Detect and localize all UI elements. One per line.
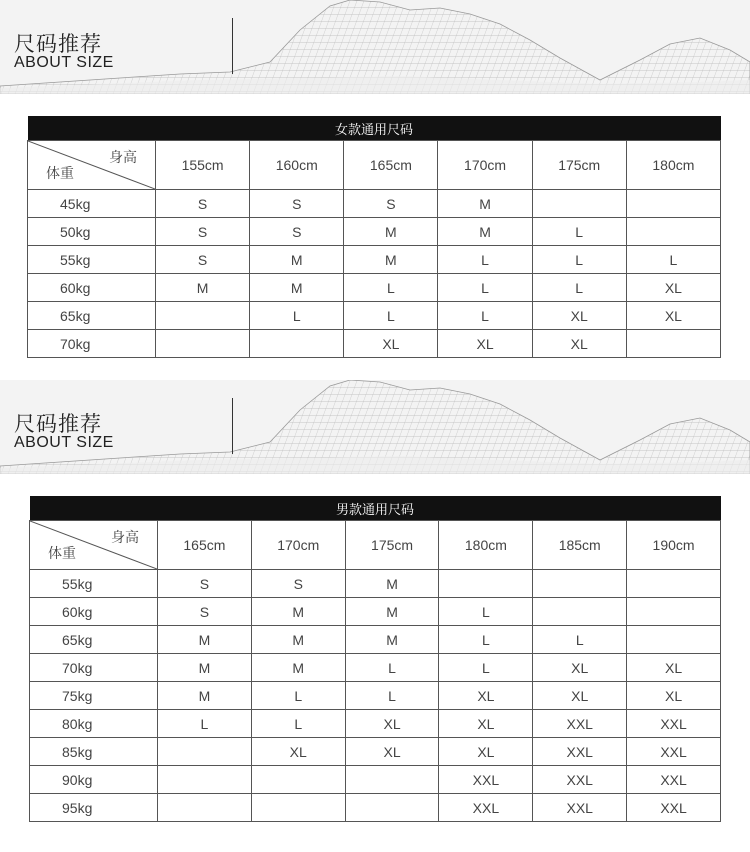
weight-cell: 90kg [30, 766, 158, 794]
size-cell: L [344, 274, 438, 302]
size-cell: XXL [533, 766, 627, 794]
size-cell: L [345, 682, 439, 710]
size-cell: M [250, 274, 344, 302]
size-cell: M [156, 274, 250, 302]
weight-cell: 65kg [30, 626, 158, 654]
height-header: 155cm [156, 141, 250, 190]
size-cell: L [439, 626, 533, 654]
size-cell: XL [439, 710, 533, 738]
table-row [30, 654, 721, 682]
size-cell: XL [345, 710, 439, 738]
table-row [28, 190, 721, 218]
women-size-table [27, 116, 721, 358]
size-cell [251, 794, 345, 822]
table-row [30, 710, 721, 738]
size-cell: XXL [533, 738, 627, 766]
height-header: 165cm [344, 141, 438, 190]
size-cell: M [251, 626, 345, 654]
table-row [30, 794, 721, 822]
weight-cell: 70kg [30, 654, 158, 682]
size-cell: S [158, 570, 252, 598]
size-cell [627, 626, 721, 654]
size-cell: M [251, 654, 345, 682]
size-cell [251, 766, 345, 794]
size-cell: L [532, 218, 626, 246]
table-row [28, 246, 721, 274]
table-corner-cell [30, 521, 158, 570]
size-cell: XL [344, 330, 438, 358]
weight-cell: 65kg [28, 302, 156, 330]
size-cell: L [345, 654, 439, 682]
size-cell: XL [626, 274, 720, 302]
size-cell: XL [533, 654, 627, 682]
size-cell: S [251, 570, 345, 598]
size-banner-women [0, 0, 750, 94]
mountain-wireframe-graphic [0, 0, 750, 94]
size-cell: M [158, 682, 252, 710]
size-cell: L [158, 710, 252, 738]
weight-cell: 70kg [28, 330, 156, 358]
weight-cell: 55kg [28, 246, 156, 274]
size-cell: XXL [627, 794, 721, 822]
size-cell [158, 794, 252, 822]
size-cell: L [626, 246, 720, 274]
size-cell [156, 302, 250, 330]
size-cell: L [532, 274, 626, 302]
men-table-caption: 男款通用尺码 [30, 496, 721, 521]
table-row [30, 626, 721, 654]
size-cell: XXL [439, 766, 533, 794]
size-banner-men [0, 380, 750, 474]
size-cell [250, 330, 344, 358]
men-header-row [30, 521, 721, 570]
table-row [30, 738, 721, 766]
size-cell: L [532, 246, 626, 274]
height-header: 160cm [250, 141, 344, 190]
size-cell: M [438, 218, 532, 246]
banner-title-en: ABOUT SIZE [14, 434, 114, 451]
table-row [28, 274, 721, 302]
size-cell: L [344, 302, 438, 330]
table-row [30, 766, 721, 794]
banner-title-cn: 尺码推荐 [14, 412, 102, 436]
height-header: 165cm [158, 521, 252, 570]
men-size-table [29, 496, 721, 822]
size-cell: XXL [533, 794, 627, 822]
weight-cell: 50kg [28, 218, 156, 246]
size-cell [533, 598, 627, 626]
size-cell [626, 330, 720, 358]
weight-cell: 55kg [30, 570, 158, 598]
size-cell [626, 190, 720, 218]
corner-height-label: 身高 [109, 150, 137, 166]
size-cell: S [344, 190, 438, 218]
height-header: 190cm [627, 521, 721, 570]
size-cell [627, 598, 721, 626]
size-cell: M [344, 218, 438, 246]
weight-cell: 95kg [30, 794, 158, 822]
size-cell: M [158, 626, 252, 654]
size-cell [158, 738, 252, 766]
size-cell: S [158, 598, 252, 626]
table-row [28, 302, 721, 330]
size-cell: XL [532, 330, 626, 358]
size-cell [532, 190, 626, 218]
banner-divider [232, 18, 233, 74]
weight-cell: 85kg [30, 738, 158, 766]
size-cell: S [156, 218, 250, 246]
size-cell: L [439, 654, 533, 682]
size-cell: L [251, 710, 345, 738]
table-row [30, 598, 721, 626]
size-cell: L [438, 274, 532, 302]
weight-cell: 75kg [30, 682, 158, 710]
mountain-wireframe-graphic [0, 380, 750, 474]
table-row [28, 330, 721, 358]
size-cell [156, 330, 250, 358]
size-cell: XL [532, 302, 626, 330]
size-cell: M [345, 598, 439, 626]
size-cell: M [438, 190, 532, 218]
size-cell: L [533, 626, 627, 654]
size-cell: XL [533, 682, 627, 710]
weight-cell: 45kg [28, 190, 156, 218]
size-cell: XL [627, 682, 721, 710]
size-cell: XXL [627, 738, 721, 766]
women-table-caption: 女款通用尺码 [28, 116, 721, 141]
banner-title-cn: 尺码推荐 [14, 32, 102, 56]
size-cell [627, 570, 721, 598]
height-header: 180cm [626, 141, 720, 190]
size-cell: M [158, 654, 252, 682]
size-cell: XL [627, 654, 721, 682]
size-cell [345, 794, 439, 822]
size-cell [345, 766, 439, 794]
size-cell: L [438, 246, 532, 274]
size-cell [626, 218, 720, 246]
size-cell [533, 570, 627, 598]
size-cell: XXL [627, 710, 721, 738]
table-corner-cell [28, 141, 156, 190]
size-cell: XXL [439, 794, 533, 822]
corner-height-label: 身高 [111, 530, 139, 546]
size-cell: XL [438, 330, 532, 358]
size-cell: M [345, 626, 439, 654]
size-cell: XXL [627, 766, 721, 794]
corner-weight-label: 体重 [46, 166, 74, 182]
size-cell: L [439, 598, 533, 626]
size-cell: XL [251, 738, 345, 766]
height-header: 180cm [439, 521, 533, 570]
size-cell [158, 766, 252, 794]
women-header-row [28, 141, 721, 190]
size-cell: XL [439, 682, 533, 710]
size-cell: S [250, 218, 344, 246]
height-header: 175cm [345, 521, 439, 570]
size-cell: L [251, 682, 345, 710]
size-cell: XL [439, 738, 533, 766]
size-cell: M [251, 598, 345, 626]
size-cell: S [156, 190, 250, 218]
size-cell: L [250, 302, 344, 330]
table-row [28, 218, 721, 246]
size-cell: L [438, 302, 532, 330]
height-header: 170cm [251, 521, 345, 570]
size-cell: S [156, 246, 250, 274]
size-cell [439, 570, 533, 598]
weight-cell: 60kg [28, 274, 156, 302]
size-cell: XL [345, 738, 439, 766]
banner-divider [232, 398, 233, 454]
size-cell: M [344, 246, 438, 274]
size-cell: XL [626, 302, 720, 330]
size-cell: XXL [533, 710, 627, 738]
height-header: 175cm [532, 141, 626, 190]
table-row [30, 682, 721, 710]
height-header: 170cm [438, 141, 532, 190]
banner-title-en: ABOUT SIZE [14, 54, 114, 71]
weight-cell: 80kg [30, 710, 158, 738]
size-cell: M [250, 246, 344, 274]
weight-cell: 60kg [30, 598, 158, 626]
table-row [30, 570, 721, 598]
corner-weight-label: 体重 [48, 546, 76, 562]
size-cell: S [250, 190, 344, 218]
height-header: 185cm [533, 521, 627, 570]
size-cell: M [345, 570, 439, 598]
